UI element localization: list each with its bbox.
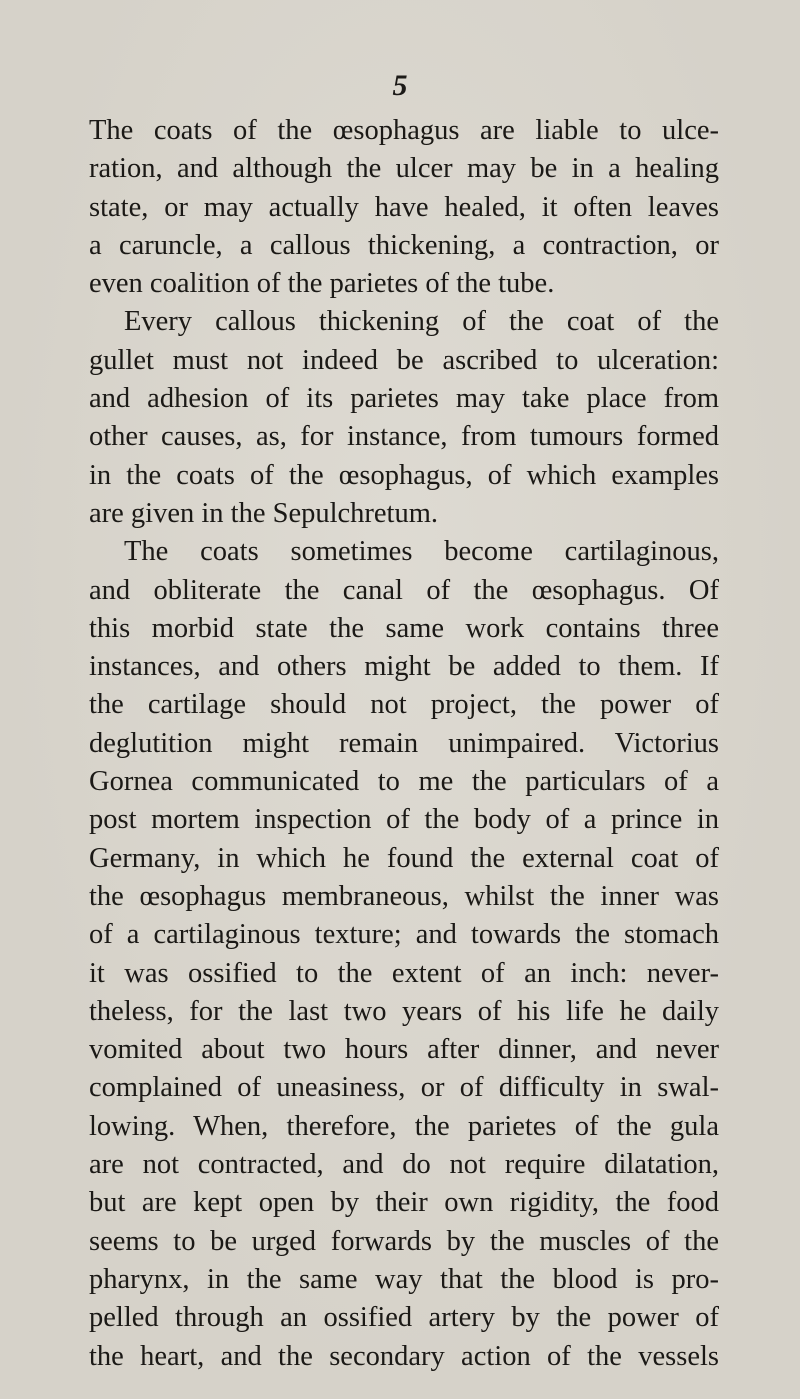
text-line: pharynx, in the same way that the blood is pro-: [89, 1263, 719, 1295]
text-line: of a cartilaginous texture; and towards the stomach: [89, 919, 719, 951]
text-line: this morbid state the same work contains three: [89, 612, 719, 644]
text-line: deglutition might remain unimpaired. Victorius: [89, 727, 719, 759]
text-line: the cartilage should not project, the power of: [89, 689, 719, 721]
page-number: 5: [392, 69, 408, 102]
text-line: seems to be urged forwards by the muscles of the: [89, 1225, 719, 1257]
text-line: post mortem inspection of the body of a prince in: [89, 804, 719, 836]
text-line: Germany, in which he found the external coat of: [89, 842, 719, 874]
text-line: complained of uneasiness, or of difficulty in swal-: [89, 1072, 719, 1104]
text-line: Gornea communicated to me the particulars of a: [89, 766, 719, 798]
text-line: in the coats of the œsophagus, of which examples: [89, 459, 719, 491]
text-line: theless, for the last two years of his life he daily: [89, 995, 719, 1027]
text-line: are given in the Sepulchretum.: [89, 497, 439, 529]
text-line: gullet must not indeed be ascribed to ulceration:: [89, 344, 719, 376]
text-line: and obliterate the canal of the œsophagus. Of: [89, 574, 719, 606]
text-line: even coalition of the parietes of the tube.: [89, 268, 555, 300]
text-line: Every callous thickening of the coat of the: [124, 306, 719, 338]
text-line: instances, and others might be added to them. If: [89, 651, 719, 683]
text-line: lowing. When, therefore, the parietes of the gula: [89, 1110, 719, 1142]
text-line: a caruncle, a callous thickening, a contraction, or: [89, 229, 719, 261]
text-line: are not contracted, and do not require dilatation,: [89, 1149, 719, 1181]
body-text: [89, 112, 719, 1376]
text-line: state, or may actually have healed, it often leaves: [89, 191, 719, 223]
text-line: the heart, and the secondary action of the vessels: [89, 1340, 719, 1372]
text-line: and adhesion of its parietes may take place from: [89, 383, 719, 415]
text-line: pelled through an ossified artery by the power of: [89, 1302, 719, 1334]
text-line: vomited about two hours after dinner, and never: [89, 1034, 719, 1066]
text-line: The coats of the œsophagus are liable to ulce-: [89, 115, 719, 146]
text-line: the œsophagus membraneous, whilst the inner was: [89, 880, 719, 912]
text-line: it was ossified to the extent of an inch: never-: [89, 957, 719, 989]
text-line: but are kept open by their own rigidity, the food: [89, 1187, 719, 1219]
text-line: ration, and although the ulcer may be in a healing: [89, 153, 719, 185]
text-line: The coats sometimes become cartilaginous,: [124, 536, 719, 568]
text-line: other causes, as, for instance, from tumours formed: [89, 421, 719, 453]
